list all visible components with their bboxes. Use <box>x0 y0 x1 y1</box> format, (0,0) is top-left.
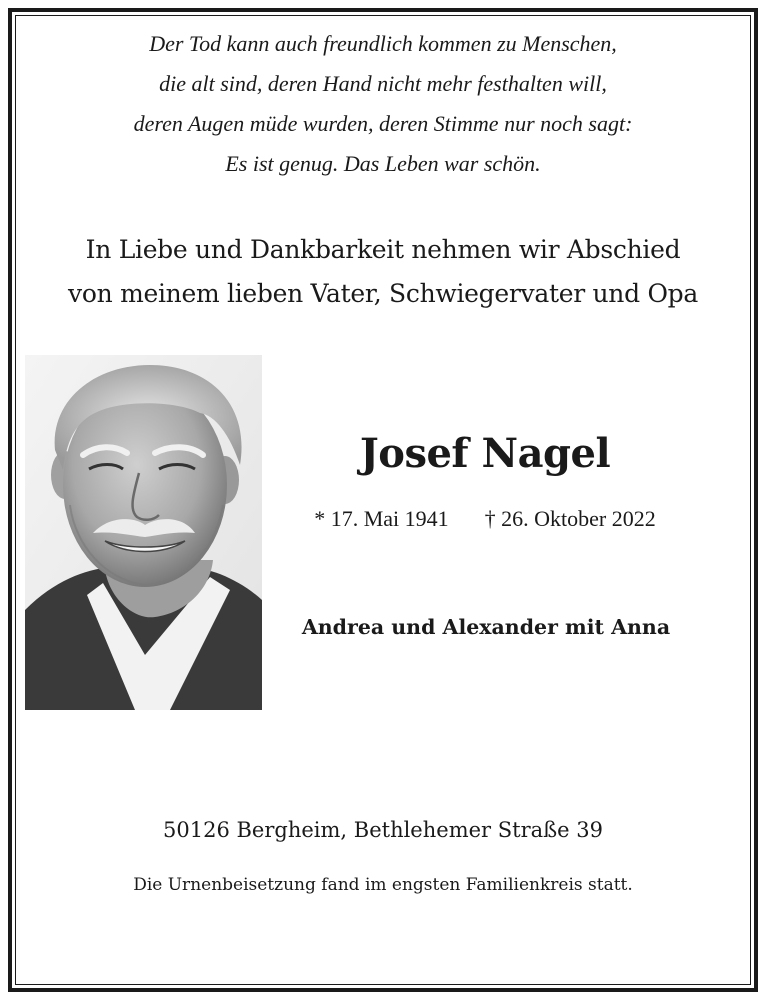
life-dates <box>290 502 680 536</box>
death-date: † 26. Oktober 2022 <box>484 506 656 531</box>
deceased-name: Josef Nagel <box>359 430 611 477</box>
intro-line: In Liebe und Dankbarkeit nehmen wir Abschied <box>85 235 681 264</box>
intro-line: von meinem lieben Vater, Schwiegervater und Opa <box>68 279 698 308</box>
address: 50126 Bergheim, Bethlehemer Straße 39 <box>163 818 603 842</box>
poem-line: deren Augen müde wurden, deren Stimme nur noch sagt: <box>133 111 633 136</box>
intro-text <box>0 228 766 316</box>
birth-date: * 17. Mai 1941 <box>314 506 449 531</box>
family-names: Andrea und Alexander mit Anna <box>301 615 671 639</box>
poem-line: Es ist genug. Das Leben war schön. <box>225 151 541 176</box>
poem-line: die alt sind, deren Hand nicht mehr festhalten will, <box>159 71 607 96</box>
burial-note: Die Urnenbeisetzung fand im engsten Familienkreis statt. <box>133 875 633 895</box>
portrait-photo <box>25 355 262 710</box>
poem-line: Der Tod kann auch freundlich kommen zu Menschen, <box>149 31 617 56</box>
poem <box>0 24 766 184</box>
